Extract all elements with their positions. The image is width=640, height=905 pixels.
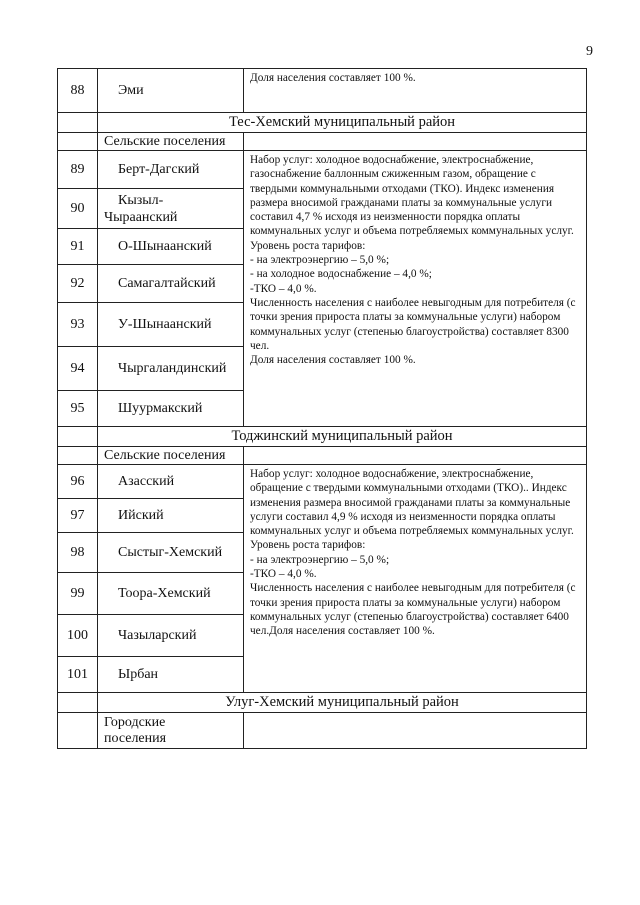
settlement-name	[98, 189, 244, 229]
description-line: -ТКО – 4,0 %.	[250, 282, 317, 295]
settlement-description	[244, 69, 587, 113]
row-number: 96	[58, 465, 98, 499]
description-line: Численность населения с наиболее невыгодным для потребителя (с точки зрения прироста платы за коммунальные услуги) набором коммунальных услуг (степенью благоустройства) составляет 8300 чел.	[250, 296, 576, 352]
row-number: 99	[58, 573, 98, 615]
blank-cell	[58, 693, 98, 713]
table-row	[58, 69, 587, 113]
row-number: 101	[58, 657, 98, 693]
settlement-description	[244, 465, 587, 693]
row-number: 100	[58, 615, 98, 657]
settlement-type-heading	[98, 713, 244, 749]
blank-cell	[58, 133, 98, 151]
settlement-name: Эми	[98, 69, 244, 113]
row-number: 93	[58, 303, 98, 347]
blank-cell	[244, 713, 587, 749]
description-line: Набор услуг: холодное водоснабжение, электроснабжение, обращение с твердыми коммунальными отходами (ТКО).. Индекс изменения размера вносимой гражданами платы за коммунальные услуги составил 4,9 % исходя из неизменности порядка оплаты коммунальных услуг и объема потребляемых коммунальных услуг. Уровень роста тарифов:	[250, 468, 574, 552]
description-line: - на электроэнергию – 5,0 %;	[250, 254, 390, 267]
settlement-name: Шуурмакский	[98, 391, 244, 427]
settlement-type-heading-line: Городские	[104, 714, 166, 730]
settlement-name: Самагалтайский	[98, 265, 244, 303]
settlement-name: Чазыларский	[98, 615, 244, 657]
description-line: Набор услуг: холодное водоснабжение, электроснабжение, газоснабжение баллонным сжиженным газом, обращение с твердыми коммунальными отходами (ТКО). Индекс изменения размера вносимой гражданами платы за коммунальные услуги составил 4,7 % исходя из неизменности порядка оплаты коммунальных услуг и объема потребляемых коммунальных услуг.	[250, 154, 574, 238]
blank-cell	[244, 447, 587, 465]
district-header-row	[58, 113, 587, 133]
page-number: 9	[586, 44, 593, 59]
subheading-row	[58, 713, 587, 749]
district-title: Тоджинский муниципальный район	[98, 427, 587, 447]
district-header-row	[58, 427, 587, 447]
settlement-type-heading: Сельские поселения	[98, 133, 244, 151]
description-line: Численность населения с наиболее невыгодным для потребителя (с точки зрения прироста платы за коммунальные услуги) набором коммунальных услуг (степенью благоустройства) составляет 6400 чел.Доля населения составляет 100 %.	[250, 582, 576, 638]
description-line: Доля населения составляет 100 %.	[250, 354, 416, 367]
blank-cell	[58, 427, 98, 447]
settlement-name: Ырбан	[98, 657, 244, 693]
district-title: Улуг-Хемский муниципальный район	[98, 693, 587, 713]
settlement-name: Чыргаландинский	[98, 347, 244, 391]
table-row	[58, 465, 587, 499]
description-line: - на электроэнергию – 5,0 %;	[250, 553, 390, 566]
description-line: Доля населения составляет 100 %.	[250, 72, 416, 84]
blank-cell	[244, 133, 587, 151]
settlement-name-line: Кызыл-	[118, 192, 164, 208]
subheading-row	[58, 133, 587, 151]
subheading-row	[58, 447, 587, 465]
settlement-name: Тоора-Хемский	[98, 573, 244, 615]
row-number: 89	[58, 151, 98, 189]
blank-cell	[58, 713, 98, 749]
description-line: -ТКО – 4,0 %.	[250, 568, 317, 581]
row-number: 88	[58, 69, 98, 113]
settlement-name: Ийский	[98, 499, 244, 533]
row-number: 97	[58, 499, 98, 533]
settlement-type-heading: Сельские поселения	[98, 447, 244, 465]
settlement-type-heading-line: поселения	[104, 730, 167, 746]
row-number: 92	[58, 265, 98, 303]
description-line: - на холодное водоснабжение – 4,0 %;	[250, 268, 432, 281]
row-number: 95	[58, 391, 98, 427]
blank-cell	[58, 447, 98, 465]
settlement-name: Азасский	[98, 465, 244, 499]
district-header-row	[58, 693, 587, 713]
settlement-description	[244, 151, 587, 427]
row-number: 90	[58, 189, 98, 229]
row-number: 94	[58, 347, 98, 391]
settlement-name-line: Чыраанский	[104, 209, 178, 225]
table-row	[58, 151, 587, 189]
description-line: Уровень роста тарифов:	[250, 239, 366, 252]
settlement-name: Сыстыг-Хемский	[98, 533, 244, 573]
settlement-name: О-Шынаанский	[98, 229, 244, 265]
settlement-name: Берт-Дагский	[98, 151, 244, 189]
settlement-name: У-Шынаанский	[98, 303, 244, 347]
settlements-table	[57, 68, 587, 749]
blank-cell	[58, 113, 98, 133]
row-number: 91	[58, 229, 98, 265]
row-number: 98	[58, 533, 98, 573]
district-title: Тес-Хемский муниципальный район	[98, 113, 587, 133]
